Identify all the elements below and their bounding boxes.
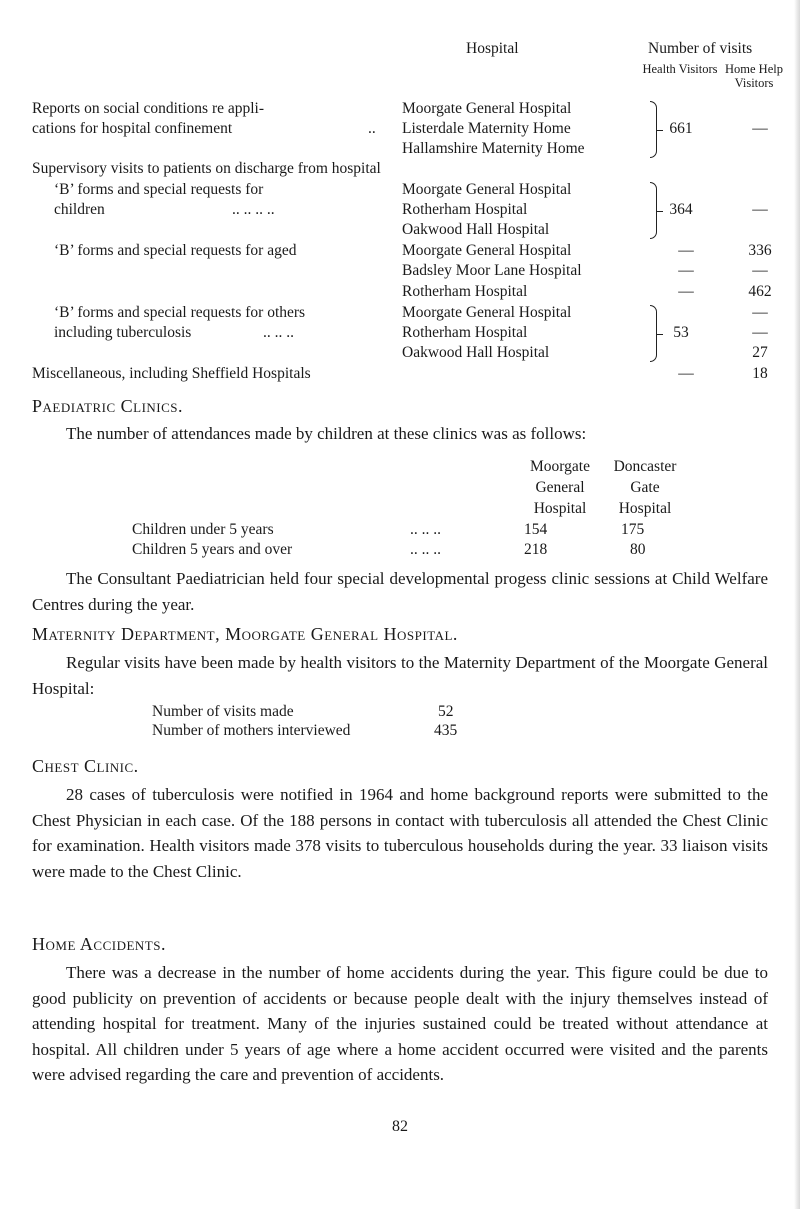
- hospital-header: Hospital: [466, 40, 519, 57]
- column-header: Gate: [630, 479, 660, 496]
- home-help-value: 462: [748, 283, 772, 300]
- leader-dots: .. .. .. ..: [232, 201, 275, 218]
- table-row-label: Children 5 years and over: [132, 541, 293, 558]
- table-cell: 218: [524, 541, 548, 558]
- column-header: Hospital: [533, 500, 587, 517]
- hospital-name: Rotherham Hospital: [402, 283, 528, 300]
- b-forms-aged-label: ‘B’ forms and special requests for aged: [54, 242, 297, 259]
- section-heading-chest-clinic: Chest Clinic.: [32, 756, 139, 776]
- table-cell: 175: [621, 521, 645, 538]
- page-number: 82: [392, 1118, 408, 1135]
- paragraph: Regular visits have been made by health visitors to the Maternity Department of the Moorgate General Hospital:: [32, 653, 768, 698]
- hospital-name: Listerdale Maternity Home: [402, 120, 571, 137]
- hospital-name: Hallamshire Maternity Home: [402, 140, 585, 157]
- home-help-value: —: [752, 262, 768, 279]
- paragraph: 28 cases of tuberculosis were notified in 1964 and home background reports were submitted to the Chest Physician in each case. Of the 188 persons in contact with tuberculosis all attended the Chest Clinic for examination. Health visitors made 378 visits to tuberculous households during the year. 33 liaison visits were made to the Chest Clinic.: [32, 785, 768, 881]
- stat-value: 435: [434, 722, 458, 739]
- leader-dots: .. .. ..: [263, 324, 294, 341]
- hospital-name: Rotherham Hospital: [402, 324, 528, 341]
- miscellaneous-label: Miscellaneous, including Sheffield Hospitals: [32, 365, 311, 382]
- home-help-value: 27: [752, 344, 768, 361]
- hospital-name: Oakwood Hall Hospital: [402, 221, 550, 238]
- hospital-name: Rotherham Hospital: [402, 201, 528, 218]
- health-visitors-value: —: [678, 242, 694, 259]
- paragraph: The number of attendances made by children at these clinics was as follows:: [66, 424, 587, 443]
- home-help-value: —: [752, 120, 768, 137]
- section-heading-paediatric: Paediatric Clinics.: [32, 396, 184, 416]
- stat-value: 52: [438, 703, 454, 720]
- leader-dots: ..: [368, 120, 376, 137]
- hospital-name: Moorgate General Hospital: [402, 100, 572, 117]
- section-heading-maternity: Maternity Department, Moorgate General Hospital.: [32, 624, 458, 644]
- home-help-value: 18: [752, 365, 768, 382]
- health-visitors-value: —: [678, 365, 694, 382]
- leader-dots: .. .. ..: [410, 521, 441, 538]
- table-cell: 154: [524, 521, 548, 538]
- leader-dots: .. .. ..: [410, 541, 441, 558]
- stat-label: Number of mothers interviewed: [152, 722, 351, 739]
- health-visitors-value: —: [678, 283, 694, 300]
- section-heading-home-accidents: Home Accidents.: [32, 934, 166, 954]
- home-help-visitors-header: Home Help Visitors: [725, 62, 783, 90]
- health-visitors-value: —: [678, 262, 694, 279]
- b-forms-children-label: ‘B’ forms and special requests for: [54, 181, 264, 198]
- b-forms-children-label-cont: children: [54, 201, 105, 218]
- reports-label-cont: cations for hospital confinement: [32, 120, 233, 137]
- home-help-value: —: [752, 324, 768, 341]
- home-help-value: —: [752, 304, 768, 321]
- table-row-label: Children under 5 years: [132, 521, 274, 538]
- health-visitors-value: 364: [669, 201, 693, 218]
- reports-label: Reports on social conditions re appli-: [32, 100, 265, 117]
- paragraph: The Consultant Paediatrician held four special developmental progess clinic sessions at Child Welfare Centres during the year.: [32, 569, 768, 614]
- column-header: Doncaster: [613, 458, 677, 475]
- column-header: Moorgate: [530, 458, 590, 475]
- hospital-name: Moorgate General Hospital: [402, 242, 572, 259]
- b-forms-others-label-cont: including tuberculosis: [54, 324, 192, 341]
- hospital-name: Moorgate General Hospital: [402, 181, 572, 198]
- page-edge-shadow: [794, 0, 800, 1209]
- health-visitors-value: 53: [673, 324, 689, 341]
- b-forms-others-label: ‘B’ forms and special requests for others: [54, 304, 306, 321]
- stat-label: Number of visits made: [152, 703, 294, 720]
- number-of-visits-header: Number of visits: [648, 40, 753, 57]
- hospital-name: Oakwood Hall Hospital: [402, 344, 550, 361]
- column-header: General: [535, 479, 585, 496]
- paragraph: There was a decrease in the number of home accidents during the year. This figure could be due to good publicity on prevention of accidents or because people dealt with the injury themselves instead of attending hospital for treatment. Many of the injuries sustained could be treated without attendance at hospital. All children under 5 years of age where a home accident occurred were visited and the parents were advised regarding the care and prevention of accidents.: [32, 963, 768, 1084]
- health-visitors-value: 661: [669, 120, 693, 137]
- supervisory-label: Supervisory visits to patients on discharge from hospital: [32, 160, 381, 177]
- column-header: Hospital: [618, 500, 672, 517]
- health-visitors-header: Health Visitors: [642, 62, 718, 76]
- table-cell: 80: [630, 541, 646, 558]
- hospital-name: Moorgate General Hospital: [402, 304, 572, 321]
- home-help-value: —: [752, 201, 768, 218]
- hospital-name: Badsley Moor Lane Hospital: [402, 262, 582, 279]
- home-help-value: 336: [748, 242, 772, 259]
